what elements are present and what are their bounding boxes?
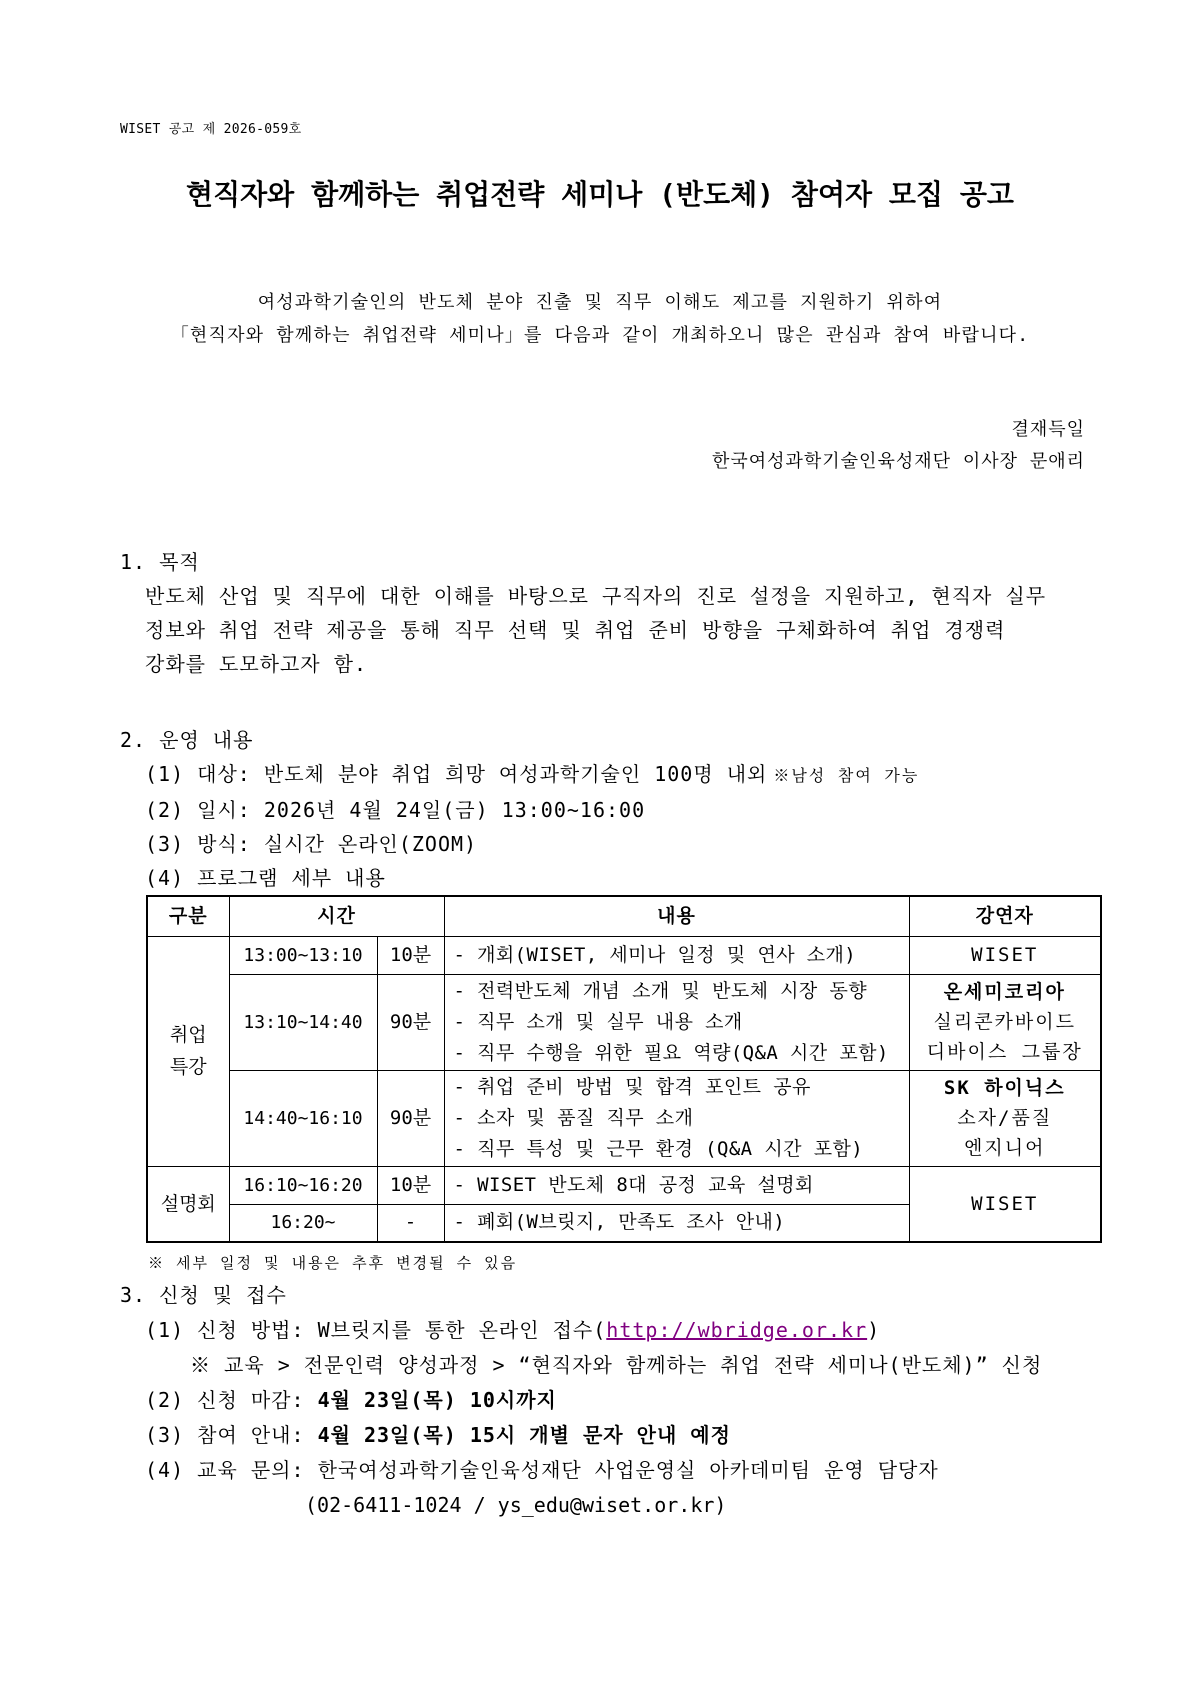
section-purpose [120,545,1100,681]
table-row [147,1166,1101,1204]
duration-cell: 90분 [377,1070,444,1166]
deadline-value: 4월 23일(목) 10시까지 [317,1388,557,1412]
content-cell [444,974,909,1070]
table-row [147,936,1101,974]
section-operation [120,723,1100,895]
content-line: - 취업 준비 방법 및 합격 포인트 공유 [453,1075,811,1098]
content-line: - 폐회(W브릿지, 만족도 조사 안내) [453,1211,786,1234]
content-line: - 전력반도체 개념 소개 및 반도체 시장 동향 [453,979,868,1002]
intro-line: 「현직자와 함께하는 취업전략 세미나」를 다음과 같이 개최하오니 많은 관심과 참여 바랍니다. [170,325,1030,346]
apply-method-suffix: ) [867,1318,881,1342]
speaker-line: 디바이스 그룹장 [926,1041,1083,1063]
section-heading: 2. 운영 내용 [120,728,254,752]
header-content: 내용 [444,896,909,936]
target-text: (1) 대상: 반도체 분야 취업 희망 여성과학기술인 100명 내외 [145,762,768,786]
purpose-line: 정보와 취업 전략 제공을 통해 직무 선택 및 취업 준비 방향을 구체화하여 취업 경쟁력 [145,618,1006,642]
wbridge-link[interactable]: http://wbridge.or.kr [606,1318,868,1342]
apply-method-label: (1) 신청 방법: W브릿지를 통한 온라인 접수( [145,1318,607,1342]
speaker-line: WISET [971,1192,1039,1215]
category-line: 취업 [169,1024,207,1046]
header-speaker: 강연자 [909,896,1101,936]
content-cell [444,1070,909,1166]
speaker-company: 온세미코리아 [943,981,1066,1003]
header-category: 구분 [147,896,229,936]
table-footnote: ※ 세부 일정 및 내용은 추후 변경될 수 있음 [148,1254,518,1272]
intro-line: 여성과학기술인의 반도체 분야 진출 및 직무 이해도 제고를 지원하기 위하여 [257,292,943,313]
time-cell: 13:10~14:40 [229,974,377,1070]
operation-item-date: (2) 일시: 2026년 4월 24일(금) 13:00~16:00 [145,798,646,822]
operation-item-target [120,757,1100,793]
table-row [147,974,1101,1070]
deadline-line [120,1383,1100,1418]
signature-block [712,414,1085,478]
purpose-line: 반도체 산업 및 직무에 대한 이해를 바탕으로 구직자의 진로 설정을 지원하고, 현직자 실무 [145,584,1047,608]
content-line: - WISET 반도체 8대 공정 교육 설명회 [453,1173,814,1196]
content-line: - 개회(WISET, 세미나 일정 및 연사 소개) [453,943,857,966]
speaker-cell [909,974,1101,1070]
apply-method-line [120,1313,1100,1348]
section-heading: 1. 목적 [120,550,200,574]
time-cell: 16:10~16:20 [229,1166,377,1204]
table-row [147,1070,1101,1166]
section-application [120,1278,1100,1523]
content-cell [444,1204,909,1242]
category-line: 설명회 [160,1192,216,1215]
duration-cell: 90분 [377,974,444,1070]
time-cell: 13:00~13:10 [229,936,377,974]
apply-path-note: ※ 교육 > 전문인력 양성과정 > “현직자와 함께하는 취업 전략 세미나(반도체)” 신청 [190,1353,1043,1377]
intro-paragraph [0,286,1200,352]
issuer-name: 한국여성과학기술인육성재단 이사장 문애리 [711,451,1085,472]
deadline-label: (2) 신청 마감: [145,1388,318,1412]
speaker-line: WISET [971,944,1039,966]
program-schedule-table [146,895,1102,1243]
category-line: 특강 [169,1056,207,1078]
speaker-line: 엔지니어 [964,1137,1046,1159]
speaker-line: 실리콘카바이드 [933,1011,1076,1033]
guide-value: 4월 23일(목) 15시 개별 문자 안내 예정 [317,1423,731,1447]
content-cell [444,1166,909,1204]
content-line: - 직무 소개 및 실무 내용 소개 [453,1010,743,1033]
category-cell [147,1166,229,1242]
speaker-cell [909,1070,1101,1166]
document-title: 현직자와 함께하는 취업전략 세미나 (반도체) 참여자 모집 공고 [186,178,1014,211]
guide-line [120,1418,1100,1453]
content-line: - 직무 특성 및 근무 환경 (Q&A 시간 포함) [453,1137,864,1160]
speaker-company: SK 하이닉스 [943,1077,1066,1099]
content-line: - 직무 수행을 위한 필요 역량(Q&A 시간 포함) [453,1041,889,1064]
header-time: 시간 [229,896,444,936]
inquiry-line: (4) 교육 문의: 한국여성과학기술인육성재단 사업운영실 아카데미팀 운영 담당자 [145,1458,939,1482]
speaker-cell [909,1166,1101,1242]
duration-cell: 10분 [377,936,444,974]
time-cell: 14:40~16:10 [229,1070,377,1166]
speaker-cell [909,936,1101,974]
content-cell [444,936,909,974]
approval-label: 결재득일 [1011,419,1085,440]
inquiry-contact: (02-6411-1024 / ys_edu@wiset.or.kr) [305,1493,727,1517]
target-note: ※남성 참여 가능 [773,766,920,785]
speaker-line: 소자/품질 [957,1107,1053,1129]
guide-label: (3) 참여 안내: [145,1423,318,1447]
document-number: WISET 공고 제 2026-059호 [120,122,302,137]
duration-cell: - [377,1204,444,1242]
category-cell [147,936,229,1166]
purpose-line: 강화를 도모하고자 함. [145,652,368,676]
section-heading: 3. 신청 및 접수 [120,1283,287,1307]
duration-cell: 10분 [377,1166,444,1204]
operation-item-program: (4) 프로그램 세부 내용 [145,866,386,890]
table-header-row [147,896,1101,936]
time-cell: 16:20~ [229,1204,377,1242]
operation-item-method: (3) 방식: 실시간 온라인(ZOOM) [145,832,478,856]
content-line: - 소자 및 품질 직무 소개 [453,1106,694,1129]
